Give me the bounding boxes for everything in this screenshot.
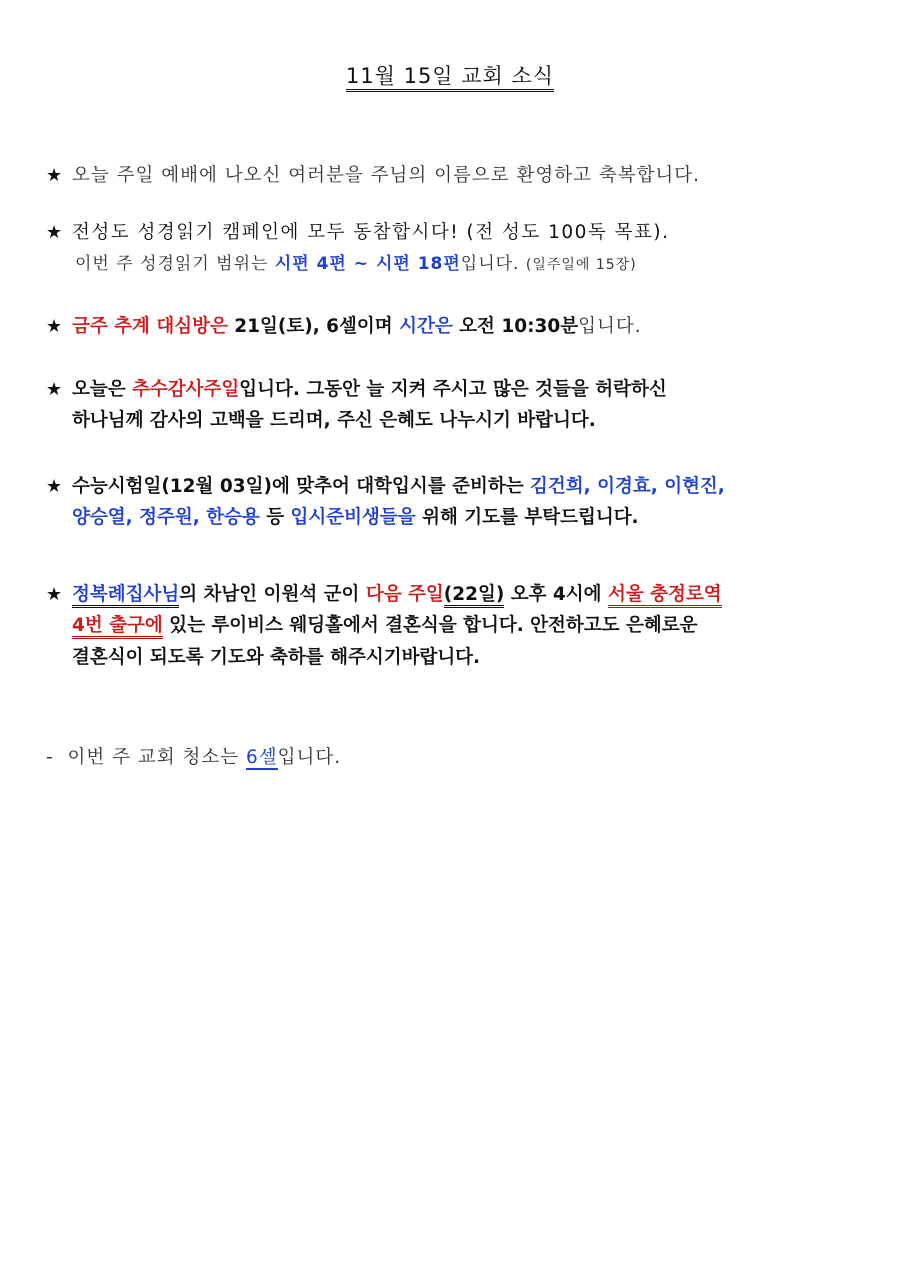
cleaning-cell: 6셀 <box>245 747 278 768</box>
cleaning-notice <box>46 746 341 770</box>
thanksgiving-sunday: 추수감사주일 <box>132 379 240 400</box>
page-title <box>0 64 900 92</box>
exam-text: 수능시험일(12월 03일)에 맞추어 대학입시를 준비하는 <box>72 476 531 497</box>
news-item-2-line-2 <box>75 252 637 277</box>
thanksgiving-text: 입니다. 그동안 늘 지켜 주시고 많은 것들을 허락하신 <box>239 379 667 400</box>
page-title-text: 11월 15일 교회 소식 <box>346 64 554 92</box>
visitation-time: 오전 10:30분 <box>452 316 579 337</box>
cleaning-text: 이번 주 교회 청소는 <box>67 747 246 768</box>
thanksgiving-intro: 오늘은 <box>72 379 133 400</box>
wedding-text-2: 있는 루이비스 웨딩홀에서 결혼식을 합니다. 안전하고도 은혜로운 <box>162 615 698 636</box>
wedding-text-3: 결혼식이 되도록 기도와 축하를 해주시기바랍니다. <box>72 647 481 668</box>
star-bullet-6: ★ <box>46 584 63 605</box>
visitation-date: 21일(토), 6셀이며 <box>227 316 400 337</box>
reading-range: 시편 4편 ~ 시편 18편 <box>274 254 461 274</box>
wedding-time: 오후 4시에 <box>504 584 608 605</box>
deaconess-name: 정복례집사님 <box>72 584 179 608</box>
wedding-location-2: 4번 출구에 <box>72 615 163 639</box>
star-bullet-2: ★ <box>46 222 63 243</box>
star-bullet-4: ★ <box>46 379 63 400</box>
news-item-1 <box>72 164 700 188</box>
news-item-6-line-2 <box>72 614 697 638</box>
news-item-2-line-1 <box>72 221 670 245</box>
news-item-6-line-1 <box>72 583 722 607</box>
news-item-2-text-1: 전성도 성경읽기 캠페인에 모두 동참합시다! (전 성도 100독 목표). <box>72 222 670 243</box>
student-names-2: 양승열, 정주원, 한승용 <box>72 507 260 528</box>
news-item-6-line-3 <box>72 646 480 670</box>
exam-connector: 등 <box>259 507 291 528</box>
reading-range-note: (일주일에 15장) <box>525 257 637 273</box>
thanksgiving-text-2: 하나님께 감사의 고백을 드리며, 주신 은혜도 나누시기 바랍니다. <box>72 410 596 431</box>
wedding-date: (22일) <box>444 584 505 608</box>
exam-students-label: 입시준비생들을 <box>290 507 416 528</box>
reading-range-label: 이번 주 성경읽기 범위는 <box>75 254 275 274</box>
star-bullet-5: ★ <box>46 476 63 497</box>
reading-range-suffix: 입니다. <box>460 254 526 274</box>
news-item-4-line-1 <box>72 378 667 402</box>
news-item-5-line-2 <box>72 506 639 530</box>
star-bullet-1: ★ <box>46 165 63 186</box>
visitation-time-label: 시간은 <box>399 316 453 337</box>
news-item-5-line-1 <box>72 475 725 499</box>
news-item-1-text: 오늘 주일 예배에 나오신 여러분을 주님의 이름으로 환영하고 축복합니다. <box>72 165 701 186</box>
visitation-label: 금주 추계 대심방은 <box>72 316 228 337</box>
cleaning-suffix: 입니다. <box>277 747 342 768</box>
wedding-text-1: 의 차남인 이원석 군이 <box>179 584 366 605</box>
wedding-day: 다음 주일 <box>365 584 444 605</box>
visitation-suffix: 입니다. <box>578 316 642 337</box>
star-bullet-3: ★ <box>46 316 63 337</box>
student-names-1: 김건희, 이경효, 이현진, <box>530 476 725 497</box>
exam-prayer-request: 위해 기도를 부탁드립니다. <box>415 507 639 528</box>
wedding-location-1: 서울 충정로역 <box>608 584 722 608</box>
news-item-3 <box>72 315 642 339</box>
dash-bullet: - <box>46 747 54 768</box>
news-item-4-line-2 <box>72 409 596 433</box>
